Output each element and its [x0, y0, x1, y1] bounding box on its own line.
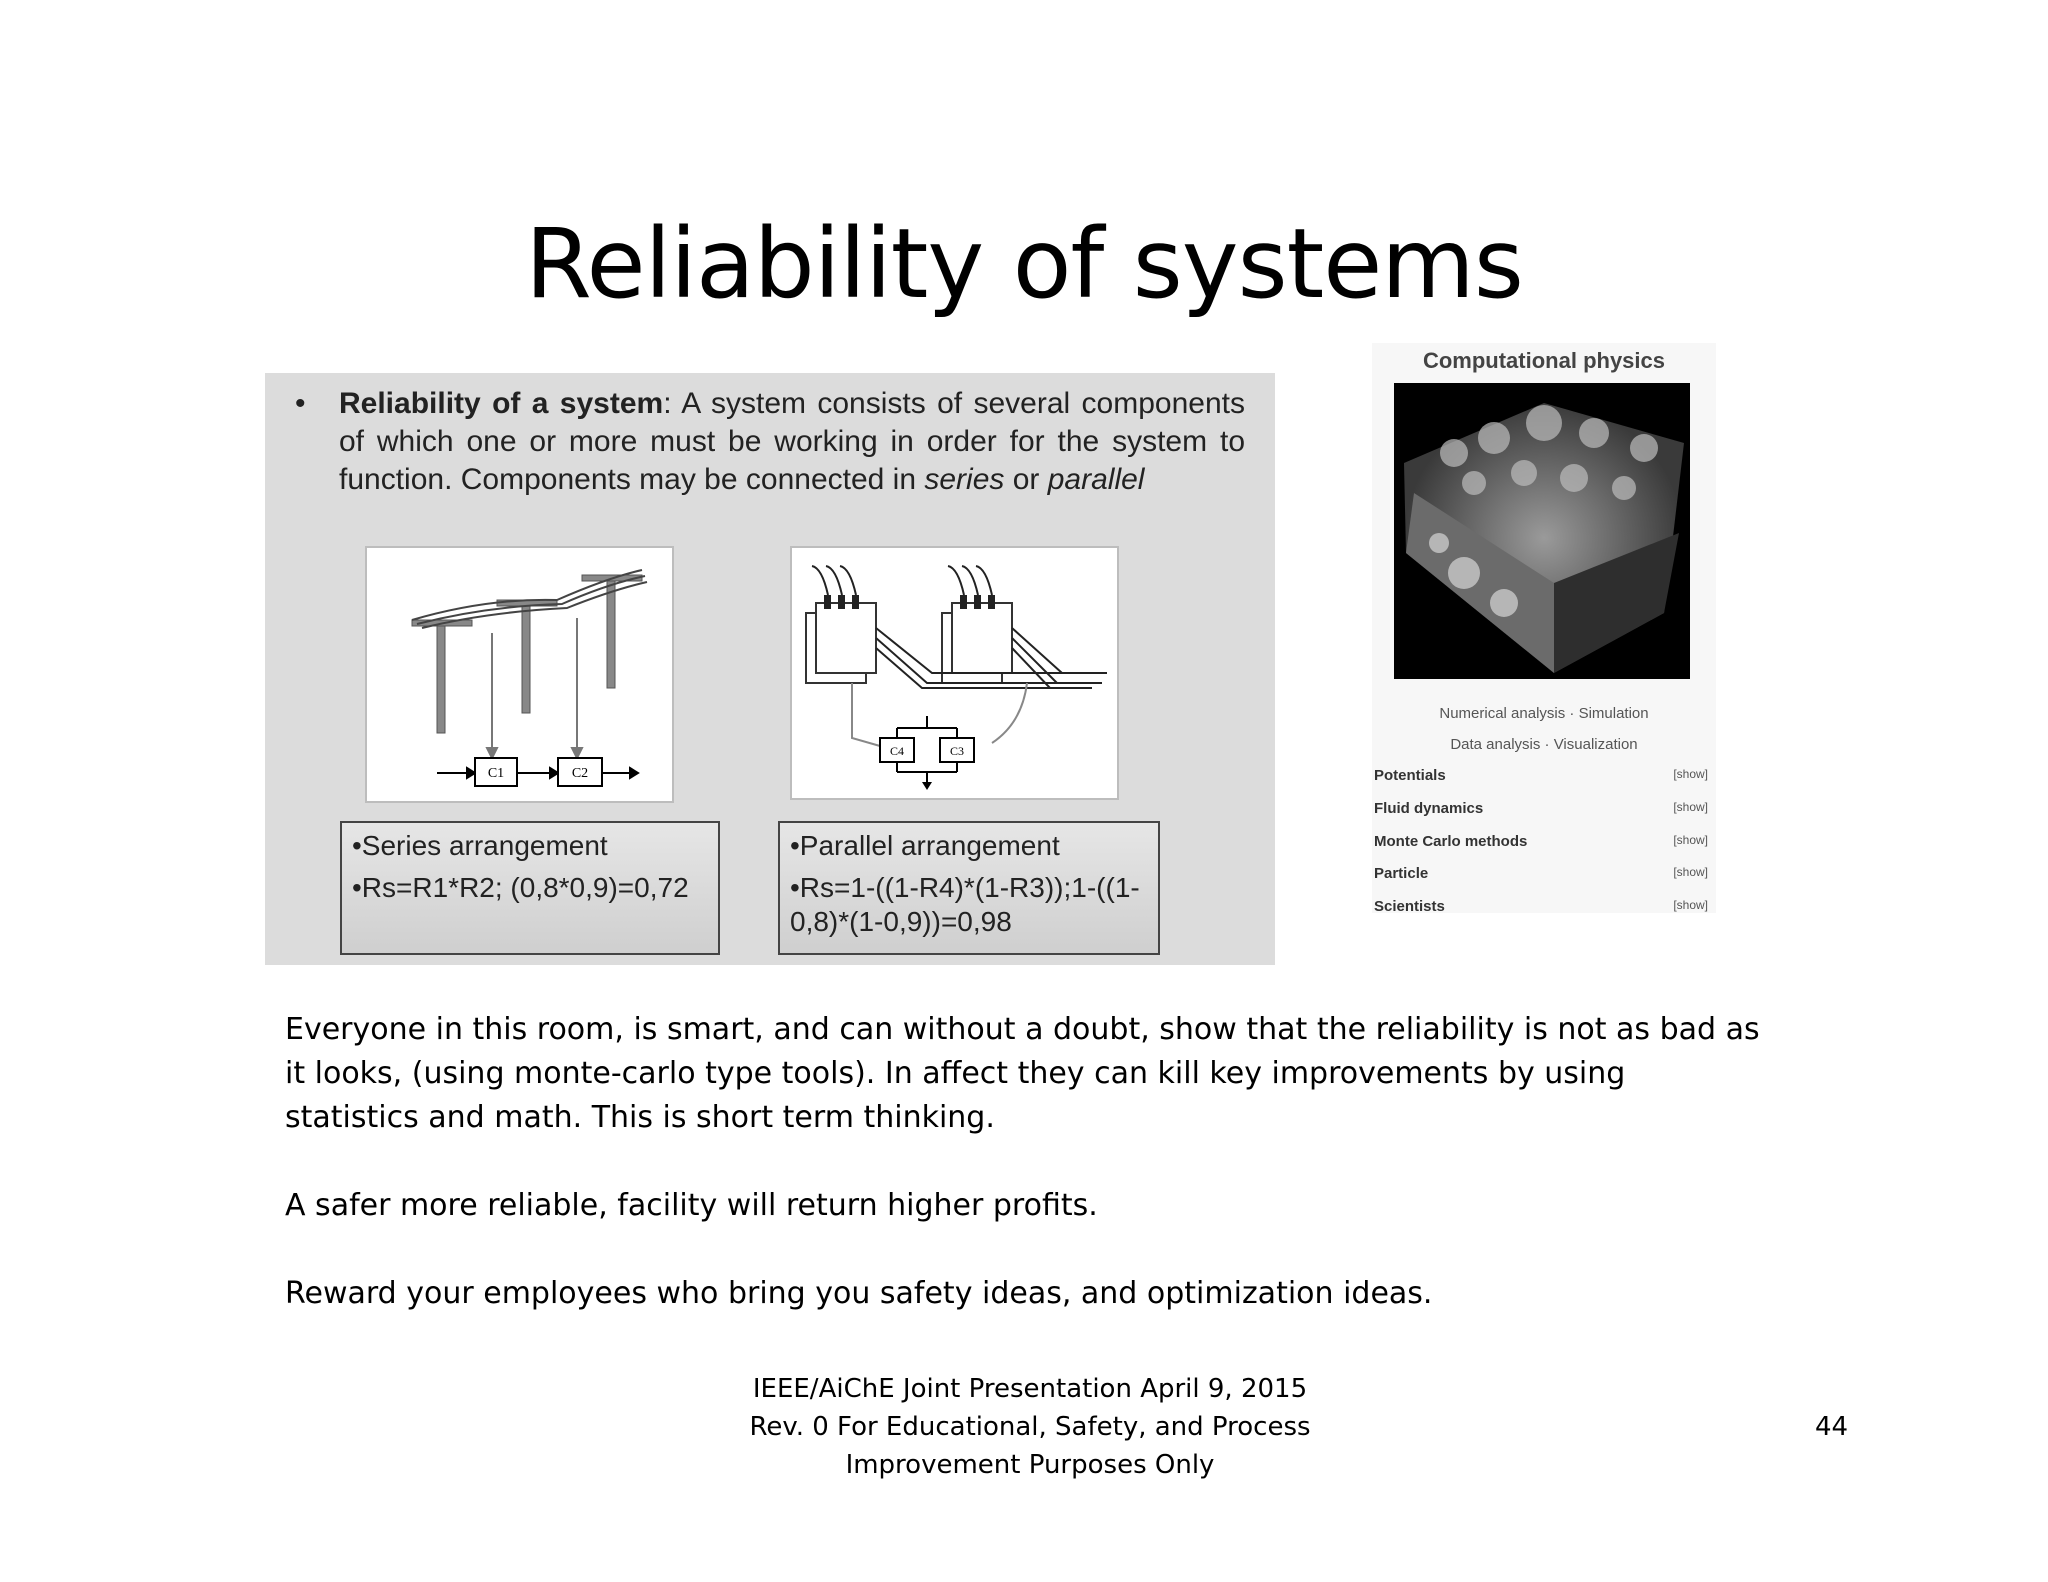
footer-line-1: IEEE/AiChE Joint Presentation April 9, 2015 [752, 1374, 1308, 1404]
reliability-figure [265, 373, 1275, 965]
pole-1 [437, 623, 445, 733]
series-arrangement-title: •Series arrangement [352, 830, 608, 861]
bullet-dot: • [295, 387, 306, 420]
infobox-row-label: Monte Carlo methods [1374, 833, 1528, 850]
show-toggle-link[interactable]: [show] [1673, 898, 1708, 912]
infobox-row-monte-carlo [1374, 833, 1710, 850]
bullet-series-word: series [924, 463, 1005, 496]
parallel-arrangement-title: •Parallel arrangement [790, 830, 1060, 861]
parallel-formula: •Rs=1-((1-R4)*(1-R3));1-((1-0,8)*(1-0,9))=0,98 [790, 872, 1140, 937]
body-paragraph-2: A safer more reliable, facility will return higher profits. [285, 1188, 1098, 1223]
bullet-text-b: or [1004, 463, 1048, 496]
infobox-row-label: Particle [1374, 865, 1429, 882]
series-arrangement-box [340, 821, 720, 955]
component-c2-label: C2 [571, 766, 589, 781]
infobox-row-label: Potentials [1374, 767, 1446, 784]
infobox-row-particle [1374, 865, 1710, 882]
body-paragraph-3: Reward your employees who bring you safety ideas, and optimization ideas. [285, 1276, 1433, 1311]
figure-bullet-text [295, 385, 1245, 499]
parallel-diagram [790, 546, 1119, 800]
show-toggle-link[interactable]: [show] [1673, 767, 1708, 781]
infobox-row-potentials [1374, 767, 1710, 784]
body-paragraph-1: Everyone in this room, is smart, and can without a doubt, show that the reliability is not as bad as it looks, (using monte-carlo type tools). In affect they can kill key improvements by using statistics and math. This is short term thinking. [285, 1012, 1760, 1135]
footer-line-3: Improvement Purposes Only [845, 1450, 1215, 1480]
bullet-text-a: : A system consists of several components of which one or more must be working in order for the system to function. Components may be connected in [339, 387, 1245, 496]
series-formula: •Rs=R1*R2; (0,8*0,9)=0,72 [352, 872, 689, 903]
infobox-row-scientists [1374, 898, 1710, 915]
infobox-row-label: Fluid dynamics [1374, 800, 1484, 817]
infobox-row-fluid-dynamics [1374, 800, 1710, 817]
bullet-parallel-word: parallel [1047, 463, 1145, 496]
simulation-render-image [1394, 383, 1690, 679]
transformers-illustration [792, 548, 1117, 798]
infobox-caption-1: Numerical analysis · Simulation [1439, 705, 1649, 722]
show-toggle-link[interactable]: [show] [1673, 865, 1708, 879]
component-c4-label: C4 [889, 744, 905, 758]
parallel-arrangement-box [778, 821, 1160, 955]
slide-title: Reliability of systems [525, 208, 1523, 320]
component-c3-label: C3 [949, 744, 965, 758]
slide-footer [660, 1370, 1400, 1484]
infobox-caption-2: Data analysis · Visualization [1450, 736, 1638, 753]
show-toggle-link[interactable]: [show] [1673, 800, 1708, 814]
transformer-1 [816, 603, 876, 673]
bullet-term: Reliability of a system [339, 387, 664, 420]
pole-3 [607, 578, 615, 688]
footer-line-2: Rev. 0 For Educational, Safety, and Process [749, 1412, 1311, 1442]
pole-2 [522, 603, 530, 713]
transformer-2 [952, 603, 1012, 673]
show-toggle-link[interactable]: [show] [1673, 833, 1708, 847]
series-diagram [365, 546, 674, 803]
component-c1-label: C1 [487, 766, 505, 781]
computational-physics-infobox [1372, 343, 1716, 913]
page-number: 44 [1815, 1412, 1849, 1442]
infobox-title: Computational physics [1422, 348, 1666, 373]
infobox-row-label: Scientists [1374, 898, 1445, 915]
power-poles-illustration [367, 548, 672, 801]
